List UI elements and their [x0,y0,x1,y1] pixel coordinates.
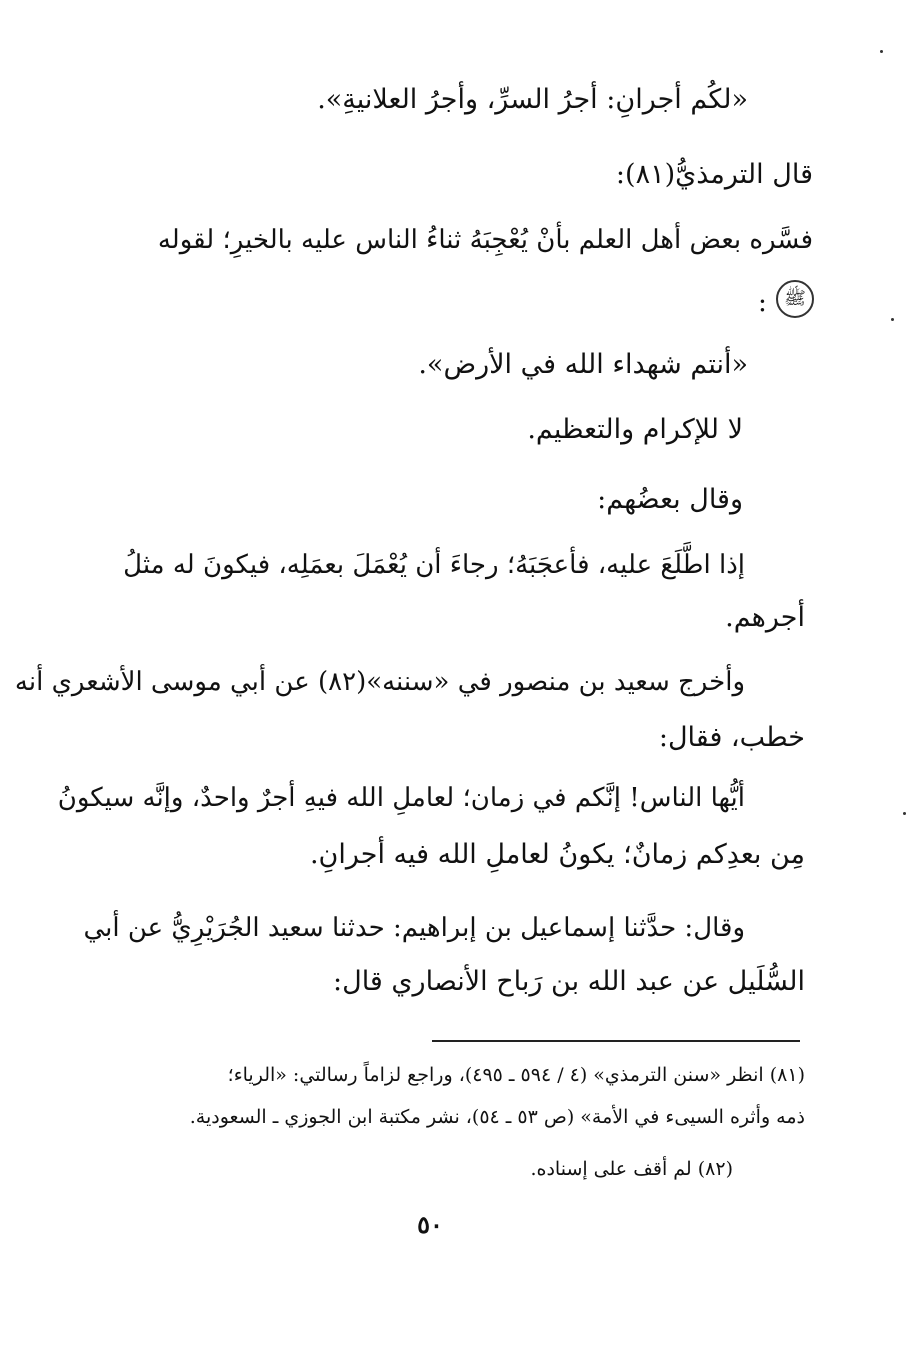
salla-honorific-icon [776,280,814,318]
body-line-6: لا للإكرام والتعظيم. [527,414,743,445]
body-line-4: : [757,287,767,318]
body-line-7: وقال بعضُهم: [597,484,743,515]
body-line-11: خطب، فقال: [658,722,805,753]
body-line-3: فسَّره بعض أهل العلم بأنْ يُعْجِبَهُ ثناءُ الناس عليه بالخيرِ؛ لقوله [157,225,813,255]
footnote-separator [432,1040,800,1042]
body-line-1: «لكُم أجرانِ: أجرُ السرِّ، وأجرُ العلانيةِ». [317,84,748,115]
body-line-8: إذا اطَّلَعَ عليه، فأعجَبَهُ؛ رجاءَ أن يُعْمَلَ بعمَلِه، فيكونَ له مثلُ [123,550,745,580]
scan-speck [891,318,894,321]
body-line-10: وأخرج سعيد بن منصور في «سننه»(٨٢) عن أبي موسى الأشعري أنه [14,667,745,697]
scan-speck [903,812,906,815]
page-number: ٥٠ [417,1210,443,1239]
body-line-9: أجرهم. [725,602,805,633]
body-line-2: قال الترمذيُّ(٨١): [615,159,813,190]
salla-glyph: ﷺ [784,288,806,309]
body-line-14: وقال: حدَّثنا إسماعيل بن إبراهيم: حدثنا سعيد الجُرَيْرِيُّ عن أبي [83,913,745,943]
scan-speck [880,50,883,53]
footnote-81-line-1: (٨١) انظر «سنن الترمذي» (٤ / ٥٩٤ ـ ٤٩٥)، وراجع لزاماً رسالتي: «الرياء؛ [227,1064,805,1086]
body-line-15: السُّلَيل عن عبد الله بن رَباح الأنصاري قال: [332,966,805,997]
body-line-13: مِن بعدِكم زمانٌ؛ يكونُ لعاملِ الله فيه أجرانِ. [309,839,805,870]
footnote-82: (٨٢) لم أقف على إسناده. [530,1158,733,1180]
body-line-12: أيُّها الناس! إنَّكم في زمان؛ لعاملِ الله فيهِ أجرٌ واحدٌ، وإنَّه سيكونُ [57,783,745,813]
footnote-81-line-2: ذمه وأثره السيىء في الأمة» (ص ٥٣ ـ ٥٤)، نشر مكتبة ابن الجوزي ـ السعودية. [189,1106,805,1128]
body-line-5: «أنتم شهداء الله في الأرض». [418,349,748,380]
